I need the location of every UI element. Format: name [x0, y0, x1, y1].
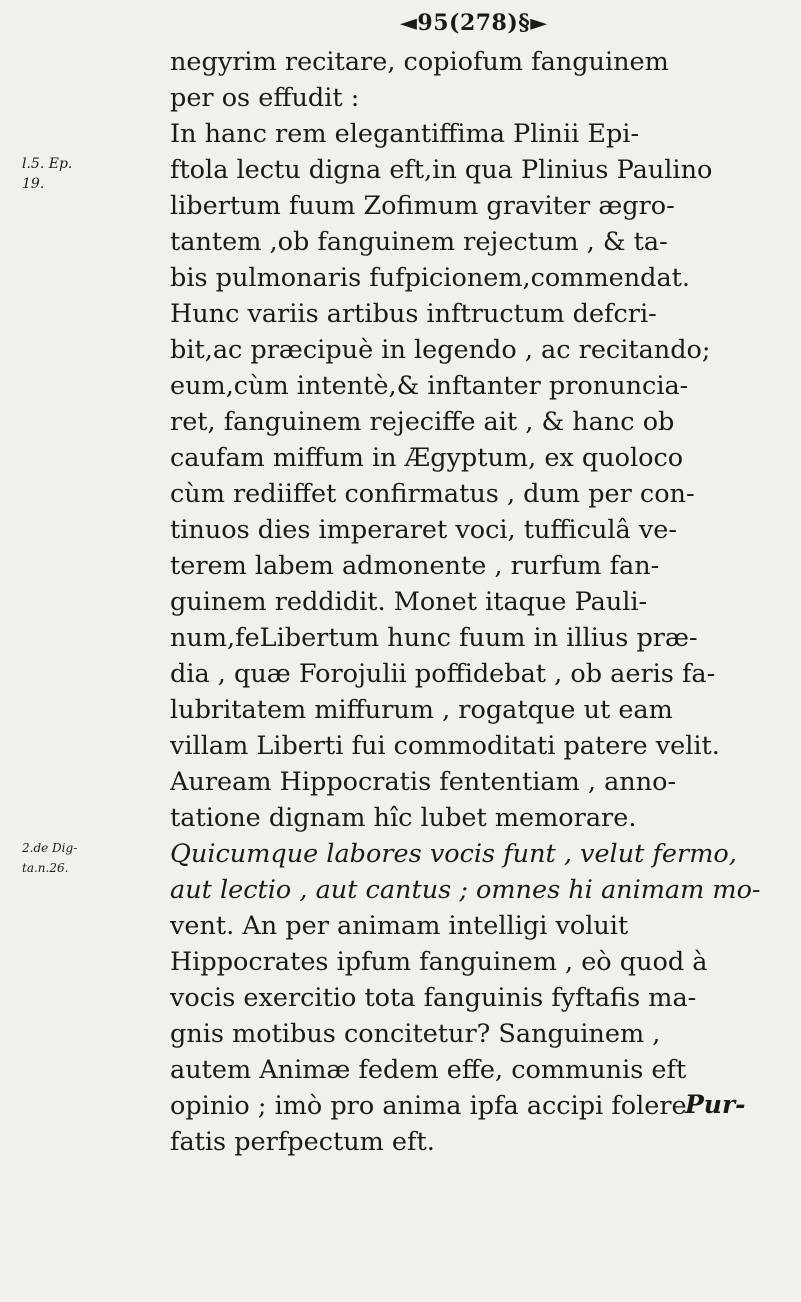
- text-line: num,feLibertum hunc fuum in illius præ-: [170, 623, 698, 653]
- text-line: In hanc rem elegantiffima Plinii Epi-: [170, 119, 640, 149]
- body-text: [170, 44, 795, 1160]
- text-line: bis pulmonaris fufpicionem,commendat.: [170, 263, 691, 293]
- text-line: villam Liberti fui commoditati patere velit.: [170, 731, 720, 761]
- text-line: guinem reddidit. Monet itaque Pauli-: [170, 587, 648, 617]
- text-line: opinio ; imò pro anima ipfa accipi folere: [170, 1091, 687, 1121]
- text-line: tatione dignam hîc lubet memorare.: [170, 803, 637, 833]
- text-line: ret, fanguinem rejeciffe ait , & hanc ob: [170, 407, 675, 437]
- text-line: gnis motibus concitetur? Sanguinem ,: [170, 1019, 661, 1049]
- text-line: negyrim recitare, copiofum fanguinem: [170, 47, 669, 77]
- text-line: cùm rediiffet confirmatus , dum per con-: [170, 479, 695, 509]
- text-line: dia , quæ Forojulii poffidebat , ob aeris fa-: [170, 659, 716, 689]
- text-line: aut lectio , aut cantus ; omnes hi animam mo-: [170, 875, 761, 905]
- text-line: caufam miffum in Ægyptum, ex quoloco: [170, 443, 684, 473]
- text-line: fatis perfpectum eft.: [170, 1127, 435, 1157]
- text-line: eum,cùm intentè,& inftanter pronuncia-: [170, 371, 689, 401]
- text-line: tantem ,ob fanguinem rejectum , & ta-: [170, 227, 668, 257]
- text-line: per os effudit :: [170, 83, 360, 113]
- running-head: ◄95(278)§►: [400, 10, 548, 36]
- text-line: vent. An per animam intelligi voluit: [170, 911, 629, 941]
- catchword: Pur-: [685, 1090, 746, 1119]
- text-line: tinuos dies imperaret voci, tufficulâ ve-: [170, 515, 677, 545]
- text-line: bit,ac præcipuè in legendo , ac recitando;: [170, 335, 711, 365]
- margin-note-1: l.5. Ep. 19.: [22, 156, 73, 192]
- text-line: Quicumque labores vocis funt , velut fermo,: [170, 839, 737, 869]
- margin-note-2: 2.de Dig- ta.n.26.: [22, 841, 78, 875]
- text-line: ftola lectu digna eft,in qua Plinius Paulino: [170, 155, 713, 185]
- text-line: libertum fuum Zofimum graviter ægro-: [170, 191, 675, 221]
- text-line: vocis exercitio tota fanguinis fyftafis ma-: [170, 983, 697, 1013]
- text-line: terem labem admonente , rurfum fan-: [170, 551, 660, 581]
- text-line: Auream Hippocratis fententiam , anno-: [170, 767, 677, 797]
- text-line: Hunc variis artibus inftructum defcri-: [170, 299, 657, 329]
- text-line: autem Animæ fedem effe, communis eft: [170, 1055, 687, 1085]
- text-line: Hippocrates ipfum fanguinem , eò quod à: [170, 947, 708, 977]
- text-line: lubritatem miffurum , rogatque ut eam: [170, 695, 673, 725]
